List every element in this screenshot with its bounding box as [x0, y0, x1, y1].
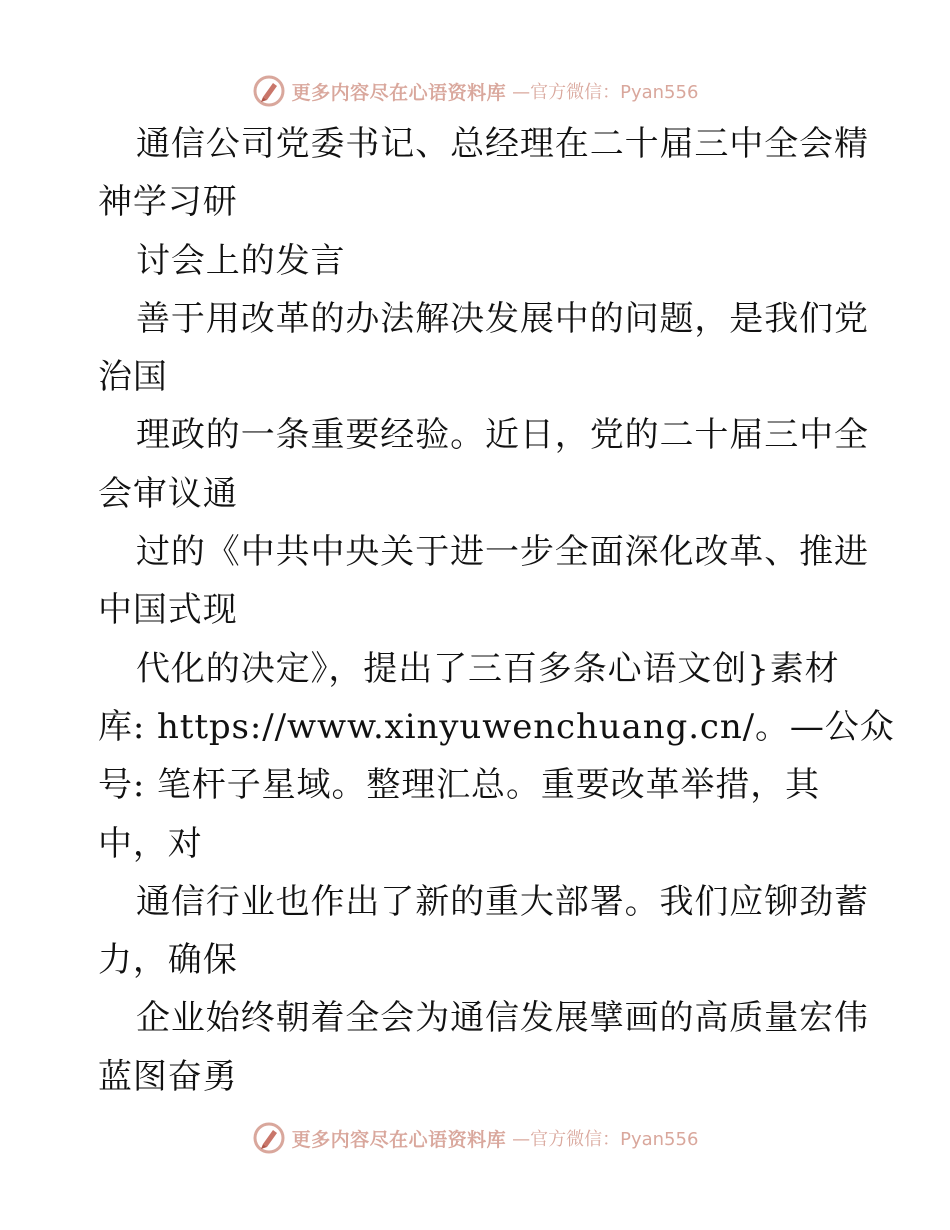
text-line: 库: https://www.xinyuwenchuang.cn/。—公众: [98, 706, 895, 747]
footer-watermark: [0, 1116, 950, 1160]
text-line: 号: 笔杆子星域。整理汇总。重要改革举措，其: [98, 765, 821, 806]
text-line: 代化的决定》，提出了三百多条心语文创}素材: [136, 648, 840, 689]
text-line: 力，确保: [98, 940, 238, 981]
text-line: 蓝图奋勇: [98, 1056, 238, 1097]
watermark-banner: [252, 1121, 699, 1155]
text-line: 神学习研: [98, 182, 238, 223]
text-line: 中，对: [98, 823, 203, 864]
text-line: 讨会上的发言: [136, 240, 346, 281]
watermark-wechat-text: —官方微信：Pyan556: [512, 1129, 699, 1150]
text-line: 善于用改革的办法解决发展中的问题，是我们党: [136, 298, 869, 339]
text-line: 中国式现: [98, 590, 238, 631]
text-line: 会审议通: [98, 473, 238, 514]
text-line: 治国: [98, 357, 168, 398]
watermark-banner: [252, 74, 699, 108]
text-line: 过的《中共中央关于进一步全面深化改革、推进: [136, 532, 869, 573]
pen-nib-icon: [252, 1121, 286, 1155]
document-body: [98, 115, 895, 1106]
header-watermark: [0, 69, 950, 113]
text-line: 通信公司党委书记、总经理在二十届三中全会精: [136, 124, 869, 164]
text-line: 通信行业也作出了新的重大部署。我们应铆劲蓄: [136, 881, 869, 922]
pen-nib-icon: [252, 74, 286, 108]
watermark-main-text: 更多内容尽在心语资料库: [291, 81, 507, 104]
text-line: 理政的一条重要经验。近日，党的二十届三中全: [136, 415, 869, 456]
text-line: 企业始终朝着全会为通信发展擘画的高质量宏伟: [136, 998, 869, 1039]
watermark-main-text: 更多内容尽在心语资料库: [291, 1128, 507, 1151]
watermark-wechat-text: —官方微信：Pyan556: [512, 82, 699, 103]
